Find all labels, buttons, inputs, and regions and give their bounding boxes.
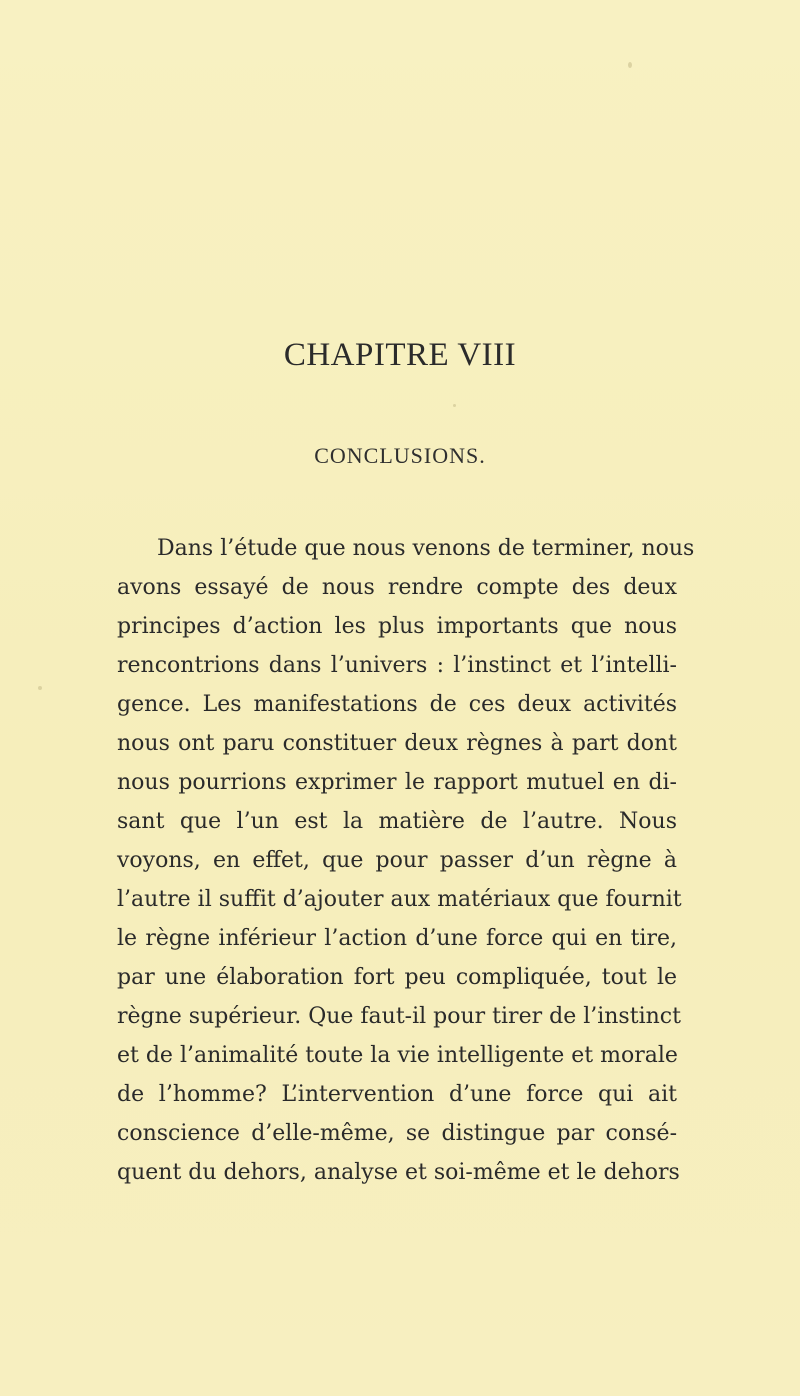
text-line: le règne inférieur l’action d’une force qui en tire, xyxy=(117,926,677,951)
paper-speck xyxy=(628,62,632,68)
text-line: avons essayé de nous rendre compte des deux xyxy=(117,575,677,600)
text-line: rencontrions dans l’univers : l’instinct et l’intelli- xyxy=(117,653,677,678)
text-line: gence. Les manifestations de ces deux activités xyxy=(117,692,677,717)
text-line: quent du dehors, analyse et soi-même et le dehors xyxy=(117,1160,680,1185)
text-line: nous ont paru constituer deux règnes à part dont xyxy=(117,731,677,756)
text-line: conscience d’elle-même, se distingue par consé- xyxy=(117,1121,677,1146)
body-paragraph xyxy=(117,529,695,1192)
text-line: par une élaboration fort peu compliquée, tout le xyxy=(117,965,677,990)
text-line: principes d’action les plus importants que nous xyxy=(117,614,677,639)
chapter-title: CHAPITRE VIII xyxy=(283,337,517,373)
text-line: et de l’animalité toute la vie intelligente et morale xyxy=(117,1043,678,1068)
text-line: nous pourrions exprimer le rapport mutuel en di- xyxy=(117,770,677,795)
paper-speck xyxy=(38,686,42,690)
text-line: sant que l’un est la matière de l’autre. Nous xyxy=(117,809,677,834)
text-line: voyons, en effet, que pour passer d’un règne à xyxy=(117,848,677,873)
paper-speck xyxy=(453,404,456,407)
section-title: CONCLUSIONS. xyxy=(314,443,486,468)
text-line: Dans l’étude que nous venons de terminer, nous xyxy=(157,536,695,561)
text-line: de l’homme? L’intervention d’une force qui ait xyxy=(117,1082,677,1107)
text-line: règne supérieur. Que faut-il pour tirer de l’instinct xyxy=(117,1004,681,1029)
text-line: l’autre il suffit d’ajouter aux matériaux que fournit xyxy=(117,887,682,912)
